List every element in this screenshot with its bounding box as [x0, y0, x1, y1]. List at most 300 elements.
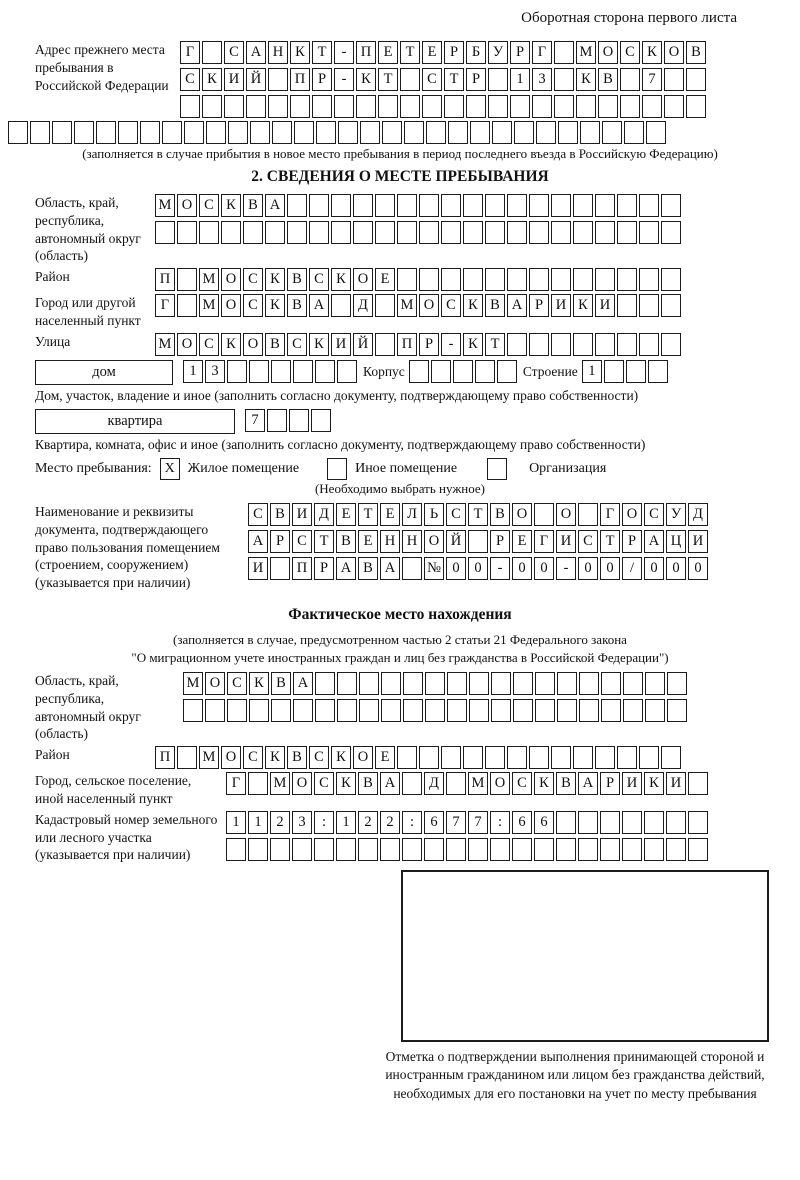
char-cell[interactable]: 0: [644, 557, 664, 580]
char-cell[interactable]: В: [556, 772, 576, 795]
char-cell[interactable]: [294, 121, 314, 144]
char-cell[interactable]: А: [380, 557, 400, 580]
char-cell[interactable]: [118, 121, 138, 144]
char-cell[interactable]: О: [598, 41, 618, 64]
char-cell[interactable]: К: [463, 333, 483, 356]
char-cell[interactable]: [463, 221, 483, 244]
char-cell[interactable]: В: [598, 68, 618, 91]
char-cell[interactable]: [336, 838, 356, 861]
char-cell[interactable]: [573, 221, 593, 244]
char-cell[interactable]: [309, 194, 329, 217]
char-cell[interactable]: [667, 699, 687, 722]
char-cell[interactable]: [492, 121, 512, 144]
char-cell[interactable]: [617, 294, 637, 317]
char-cell[interactable]: [488, 95, 508, 118]
char-cell[interactable]: В: [490, 503, 510, 526]
char-cell[interactable]: С: [287, 333, 307, 356]
char-cell[interactable]: О: [556, 503, 576, 526]
char-cell[interactable]: К: [642, 41, 662, 64]
char-cell[interactable]: С: [441, 294, 461, 317]
char-cell[interactable]: [661, 333, 681, 356]
char-cell[interactable]: [353, 221, 373, 244]
char-cell[interactable]: С: [180, 68, 200, 91]
char-cell[interactable]: [337, 699, 357, 722]
char-cell[interactable]: К: [336, 772, 356, 795]
char-cell[interactable]: 7: [245, 409, 265, 432]
char-cell[interactable]: 1: [336, 811, 356, 834]
stay-type-checkbox-organization[interactable]: [487, 458, 507, 480]
char-cell[interactable]: [441, 746, 461, 769]
char-cell[interactable]: [664, 95, 684, 118]
char-cell[interactable]: [470, 121, 490, 144]
char-cell[interactable]: [551, 268, 571, 291]
char-cell[interactable]: М: [199, 746, 219, 769]
char-cell[interactable]: [554, 68, 574, 91]
char-cell[interactable]: К: [576, 68, 596, 91]
char-cell[interactable]: 1: [183, 360, 203, 383]
char-cell[interactable]: [397, 194, 417, 217]
char-cell[interactable]: [290, 95, 310, 118]
char-cell[interactable]: П: [155, 746, 175, 769]
char-cell[interactable]: [227, 360, 247, 383]
char-cell[interactable]: [463, 746, 483, 769]
char-cell[interactable]: [595, 268, 615, 291]
char-cell[interactable]: С: [227, 672, 247, 695]
char-cell[interactable]: [497, 360, 517, 383]
char-cell[interactable]: [292, 838, 312, 861]
char-cell[interactable]: К: [202, 68, 222, 91]
char-cell[interactable]: С: [314, 772, 334, 795]
char-cell[interactable]: Е: [380, 503, 400, 526]
char-cell[interactable]: [469, 699, 489, 722]
char-cell[interactable]: К: [644, 772, 664, 795]
char-cell[interactable]: [595, 194, 615, 217]
char-cell[interactable]: [622, 838, 642, 861]
char-cell[interactable]: П: [155, 268, 175, 291]
char-cell[interactable]: 1: [510, 68, 530, 91]
char-cell[interactable]: С: [644, 503, 664, 526]
char-cell[interactable]: И: [622, 772, 642, 795]
char-cell[interactable]: [444, 95, 464, 118]
char-cell[interactable]: [315, 699, 335, 722]
char-cell[interactable]: [578, 503, 598, 526]
char-cell[interactable]: Р: [314, 557, 334, 580]
char-cell[interactable]: [507, 333, 527, 356]
char-cell[interactable]: [556, 811, 576, 834]
char-cell[interactable]: С: [620, 41, 640, 64]
char-cell[interactable]: [404, 121, 424, 144]
char-cell[interactable]: [155, 221, 175, 244]
char-cell[interactable]: [551, 221, 571, 244]
char-cell[interactable]: И: [248, 557, 268, 580]
char-cell[interactable]: Р: [270, 530, 290, 553]
char-cell[interactable]: Й: [446, 530, 466, 553]
char-cell[interactable]: Д: [314, 503, 334, 526]
char-cell[interactable]: Ь: [424, 503, 444, 526]
char-cell[interactable]: К: [356, 68, 376, 91]
char-cell[interactable]: [177, 746, 197, 769]
char-cell[interactable]: [686, 95, 706, 118]
char-cell[interactable]: Т: [485, 333, 505, 356]
char-cell[interactable]: П: [356, 41, 376, 64]
char-cell[interactable]: А: [246, 41, 266, 64]
char-cell[interactable]: [419, 746, 439, 769]
char-cell[interactable]: [403, 672, 423, 695]
char-cell[interactable]: [532, 95, 552, 118]
char-cell[interactable]: М: [468, 772, 488, 795]
char-cell[interactable]: [202, 41, 222, 64]
char-cell[interactable]: А: [507, 294, 527, 317]
char-cell[interactable]: С: [224, 41, 244, 64]
stay-type-checkbox-residential[interactable]: X: [160, 458, 180, 480]
char-cell[interactable]: С: [309, 268, 329, 291]
char-cell[interactable]: О: [419, 294, 439, 317]
char-cell[interactable]: К: [265, 268, 285, 291]
char-cell[interactable]: Р: [529, 294, 549, 317]
char-cell[interactable]: [507, 194, 527, 217]
char-cell[interactable]: 0: [534, 557, 554, 580]
char-cell[interactable]: [337, 360, 357, 383]
char-cell[interactable]: К: [463, 294, 483, 317]
char-cell[interactable]: Р: [444, 41, 464, 64]
char-cell[interactable]: [639, 221, 659, 244]
char-cell[interactable]: [488, 68, 508, 91]
char-cell[interactable]: :: [490, 811, 510, 834]
char-cell[interactable]: [448, 121, 468, 144]
char-cell[interactable]: [639, 333, 659, 356]
char-cell[interactable]: И: [551, 294, 571, 317]
char-cell[interactable]: Р: [490, 530, 510, 553]
char-cell[interactable]: [425, 672, 445, 695]
char-cell[interactable]: [353, 194, 373, 217]
char-cell[interactable]: [177, 294, 197, 317]
char-cell[interactable]: [293, 360, 313, 383]
char-cell[interactable]: [359, 672, 379, 695]
char-cell[interactable]: [485, 746, 505, 769]
char-cell[interactable]: К: [331, 746, 351, 769]
char-cell[interactable]: С: [512, 772, 532, 795]
char-cell[interactable]: 0: [446, 557, 466, 580]
char-cell[interactable]: [316, 121, 336, 144]
char-cell[interactable]: [529, 194, 549, 217]
char-cell[interactable]: [381, 699, 401, 722]
char-cell[interactable]: О: [353, 746, 373, 769]
char-cell[interactable]: [140, 121, 160, 144]
char-cell[interactable]: Е: [512, 530, 532, 553]
char-cell[interactable]: Т: [444, 68, 464, 91]
char-cell[interactable]: -: [441, 333, 461, 356]
char-cell[interactable]: В: [270, 503, 290, 526]
char-cell[interactable]: [604, 360, 624, 383]
char-cell[interactable]: С: [446, 503, 466, 526]
char-cell[interactable]: [580, 121, 600, 144]
char-cell[interactable]: [265, 221, 285, 244]
char-cell[interactable]: Т: [358, 503, 378, 526]
char-cell[interactable]: [595, 333, 615, 356]
char-cell[interactable]: -: [490, 557, 510, 580]
char-cell[interactable]: Д: [424, 772, 444, 795]
char-cell[interactable]: [468, 530, 488, 553]
char-cell[interactable]: О: [177, 194, 197, 217]
char-cell[interactable]: К: [265, 746, 285, 769]
char-cell[interactable]: [334, 95, 354, 118]
char-cell[interactable]: Д: [353, 294, 373, 317]
char-cell[interactable]: Г: [600, 503, 620, 526]
char-cell[interactable]: [573, 194, 593, 217]
char-cell[interactable]: [246, 95, 266, 118]
char-cell[interactable]: [205, 699, 225, 722]
char-cell[interactable]: [400, 68, 420, 91]
char-cell[interactable]: Н: [268, 41, 288, 64]
char-cell[interactable]: :: [314, 811, 334, 834]
char-cell[interactable]: [536, 121, 556, 144]
char-cell[interactable]: [270, 838, 290, 861]
char-cell[interactable]: [468, 838, 488, 861]
char-cell[interactable]: А: [336, 557, 356, 580]
char-cell[interactable]: Р: [466, 68, 486, 91]
char-cell[interactable]: [375, 221, 395, 244]
char-cell[interactable]: [551, 746, 571, 769]
char-cell[interactable]: [551, 194, 571, 217]
char-cell[interactable]: О: [205, 672, 225, 695]
char-cell[interactable]: С: [199, 194, 219, 217]
char-cell[interactable]: О: [243, 333, 263, 356]
char-cell[interactable]: [409, 360, 429, 383]
char-cell[interactable]: [491, 699, 511, 722]
char-cell[interactable]: 6: [512, 811, 532, 834]
char-cell[interactable]: И: [666, 772, 686, 795]
char-cell[interactable]: А: [293, 672, 313, 695]
char-cell[interactable]: Е: [336, 503, 356, 526]
char-cell[interactable]: [620, 68, 640, 91]
char-cell[interactable]: [315, 360, 335, 383]
char-cell[interactable]: Е: [375, 746, 395, 769]
char-cell[interactable]: [52, 121, 72, 144]
char-cell[interactable]: О: [664, 41, 684, 64]
char-cell[interactable]: О: [221, 746, 241, 769]
char-cell[interactable]: С: [243, 294, 263, 317]
char-cell[interactable]: [378, 95, 398, 118]
char-cell[interactable]: [617, 268, 637, 291]
char-cell[interactable]: [397, 268, 417, 291]
char-cell[interactable]: [315, 672, 335, 695]
char-cell[interactable]: Г: [155, 294, 175, 317]
char-cell[interactable]: 7: [468, 811, 488, 834]
char-cell[interactable]: [573, 746, 593, 769]
char-cell[interactable]: [617, 221, 637, 244]
char-cell[interactable]: В: [243, 194, 263, 217]
char-cell[interactable]: Р: [312, 68, 332, 91]
char-cell[interactable]: [529, 221, 549, 244]
char-cell[interactable]: [688, 811, 708, 834]
char-cell[interactable]: [623, 672, 643, 695]
char-cell[interactable]: 7: [446, 811, 466, 834]
char-cell[interactable]: [535, 672, 555, 695]
char-cell[interactable]: У: [666, 503, 686, 526]
char-cell[interactable]: [510, 95, 530, 118]
char-cell[interactable]: И: [688, 530, 708, 553]
char-cell[interactable]: [667, 672, 687, 695]
char-cell[interactable]: [268, 68, 288, 91]
char-cell[interactable]: [475, 360, 495, 383]
char-cell[interactable]: [30, 121, 50, 144]
char-cell[interactable]: О: [424, 530, 444, 553]
char-cell[interactable]: [271, 360, 291, 383]
char-cell[interactable]: Н: [402, 530, 422, 553]
char-cell[interactable]: 1: [582, 360, 602, 383]
char-cell[interactable]: О: [490, 772, 510, 795]
char-cell[interactable]: [248, 772, 268, 795]
char-cell[interactable]: [463, 268, 483, 291]
char-cell[interactable]: [466, 95, 486, 118]
char-cell[interactable]: [375, 194, 395, 217]
char-cell[interactable]: [666, 811, 686, 834]
char-cell[interactable]: [639, 746, 659, 769]
char-cell[interactable]: [397, 746, 417, 769]
char-cell[interactable]: [642, 95, 662, 118]
char-cell[interactable]: [202, 95, 222, 118]
char-cell[interactable]: [507, 268, 527, 291]
char-cell[interactable]: Л: [402, 503, 422, 526]
char-cell[interactable]: С: [199, 333, 219, 356]
char-cell[interactable]: [514, 121, 534, 144]
char-cell[interactable]: 0: [512, 557, 532, 580]
char-cell[interactable]: [507, 746, 527, 769]
char-cell[interactable]: 1: [226, 811, 246, 834]
char-cell[interactable]: И: [556, 530, 576, 553]
char-cell[interactable]: [485, 221, 505, 244]
char-cell[interactable]: [184, 121, 204, 144]
char-cell[interactable]: С: [422, 68, 442, 91]
char-cell[interactable]: [556, 838, 576, 861]
char-cell[interactable]: [595, 221, 615, 244]
char-cell[interactable]: Г: [534, 530, 554, 553]
char-cell[interactable]: :: [402, 811, 422, 834]
char-cell[interactable]: Р: [622, 530, 642, 553]
char-cell[interactable]: 3: [532, 68, 552, 91]
char-cell[interactable]: [183, 699, 203, 722]
char-cell[interactable]: О: [221, 268, 241, 291]
char-cell[interactable]: К: [290, 41, 310, 64]
char-cell[interactable]: К: [265, 294, 285, 317]
char-cell[interactable]: Й: [353, 333, 373, 356]
char-cell[interactable]: [293, 699, 313, 722]
char-cell[interactable]: В: [265, 333, 285, 356]
char-cell[interactable]: [646, 121, 666, 144]
char-cell[interactable]: [331, 294, 351, 317]
char-cell[interactable]: [578, 811, 598, 834]
char-cell[interactable]: [534, 503, 554, 526]
char-cell[interactable]: И: [331, 333, 351, 356]
char-cell[interactable]: 0: [600, 557, 620, 580]
char-cell[interactable]: 2: [380, 811, 400, 834]
char-cell[interactable]: 6: [424, 811, 444, 834]
char-cell[interactable]: [226, 838, 246, 861]
char-cell[interactable]: М: [576, 41, 596, 64]
char-cell[interactable]: [686, 68, 706, 91]
char-cell[interactable]: 0: [468, 557, 488, 580]
char-cell[interactable]: [248, 838, 268, 861]
char-cell[interactable]: Г: [532, 41, 552, 64]
char-cell[interactable]: [645, 699, 665, 722]
char-cell[interactable]: [441, 194, 461, 217]
char-cell[interactable]: К: [573, 294, 593, 317]
char-cell[interactable]: М: [155, 194, 175, 217]
char-cell[interactable]: [338, 121, 358, 144]
char-cell[interactable]: [249, 699, 269, 722]
char-cell[interactable]: [624, 121, 644, 144]
char-cell[interactable]: К: [534, 772, 554, 795]
char-cell[interactable]: П: [292, 557, 312, 580]
char-cell[interactable]: К: [309, 333, 329, 356]
char-cell[interactable]: [402, 772, 422, 795]
char-cell[interactable]: [162, 121, 182, 144]
char-cell[interactable]: С: [292, 530, 312, 553]
char-cell[interactable]: [664, 68, 684, 91]
char-cell[interactable]: А: [248, 530, 268, 553]
char-cell[interactable]: [375, 294, 395, 317]
char-cell[interactable]: [267, 409, 287, 432]
char-cell[interactable]: [180, 95, 200, 118]
char-cell[interactable]: В: [686, 41, 706, 64]
char-cell[interactable]: А: [644, 530, 664, 553]
char-cell[interactable]: [576, 95, 596, 118]
char-cell[interactable]: [397, 221, 417, 244]
char-cell[interactable]: [600, 838, 620, 861]
char-cell[interactable]: [228, 121, 248, 144]
char-cell[interactable]: [272, 121, 292, 144]
char-cell[interactable]: М: [397, 294, 417, 317]
char-cell[interactable]: [529, 333, 549, 356]
char-cell[interactable]: [249, 360, 269, 383]
char-cell[interactable]: Т: [400, 41, 420, 64]
char-cell[interactable]: [243, 221, 263, 244]
char-cell[interactable]: -: [334, 41, 354, 64]
char-cell[interactable]: [74, 121, 94, 144]
char-cell[interactable]: [453, 360, 473, 383]
char-cell[interactable]: [331, 221, 351, 244]
char-cell[interactable]: [425, 699, 445, 722]
char-cell[interactable]: В: [485, 294, 505, 317]
char-cell[interactable]: [573, 333, 593, 356]
char-cell[interactable]: 0: [578, 557, 598, 580]
char-cell[interactable]: [268, 95, 288, 118]
char-cell[interactable]: В: [358, 557, 378, 580]
char-cell[interactable]: [558, 121, 578, 144]
char-cell[interactable]: [617, 333, 637, 356]
char-cell[interactable]: [534, 838, 554, 861]
char-cell[interactable]: [358, 838, 378, 861]
char-cell[interactable]: [512, 838, 532, 861]
char-cell[interactable]: Д: [688, 503, 708, 526]
char-cell[interactable]: 3: [292, 811, 312, 834]
char-cell[interactable]: [661, 221, 681, 244]
char-cell[interactable]: И: [224, 68, 244, 91]
char-cell[interactable]: [359, 699, 379, 722]
char-cell[interactable]: [644, 811, 664, 834]
char-cell[interactable]: Р: [600, 772, 620, 795]
char-cell[interactable]: -: [556, 557, 576, 580]
char-cell[interactable]: [557, 699, 577, 722]
char-cell[interactable]: [688, 772, 708, 795]
char-cell[interactable]: М: [155, 333, 175, 356]
char-cell[interactable]: [491, 672, 511, 695]
char-cell[interactable]: [271, 699, 291, 722]
char-cell[interactable]: С: [243, 746, 263, 769]
char-cell[interactable]: [402, 838, 422, 861]
char-cell[interactable]: В: [287, 268, 307, 291]
char-cell[interactable]: [199, 221, 219, 244]
